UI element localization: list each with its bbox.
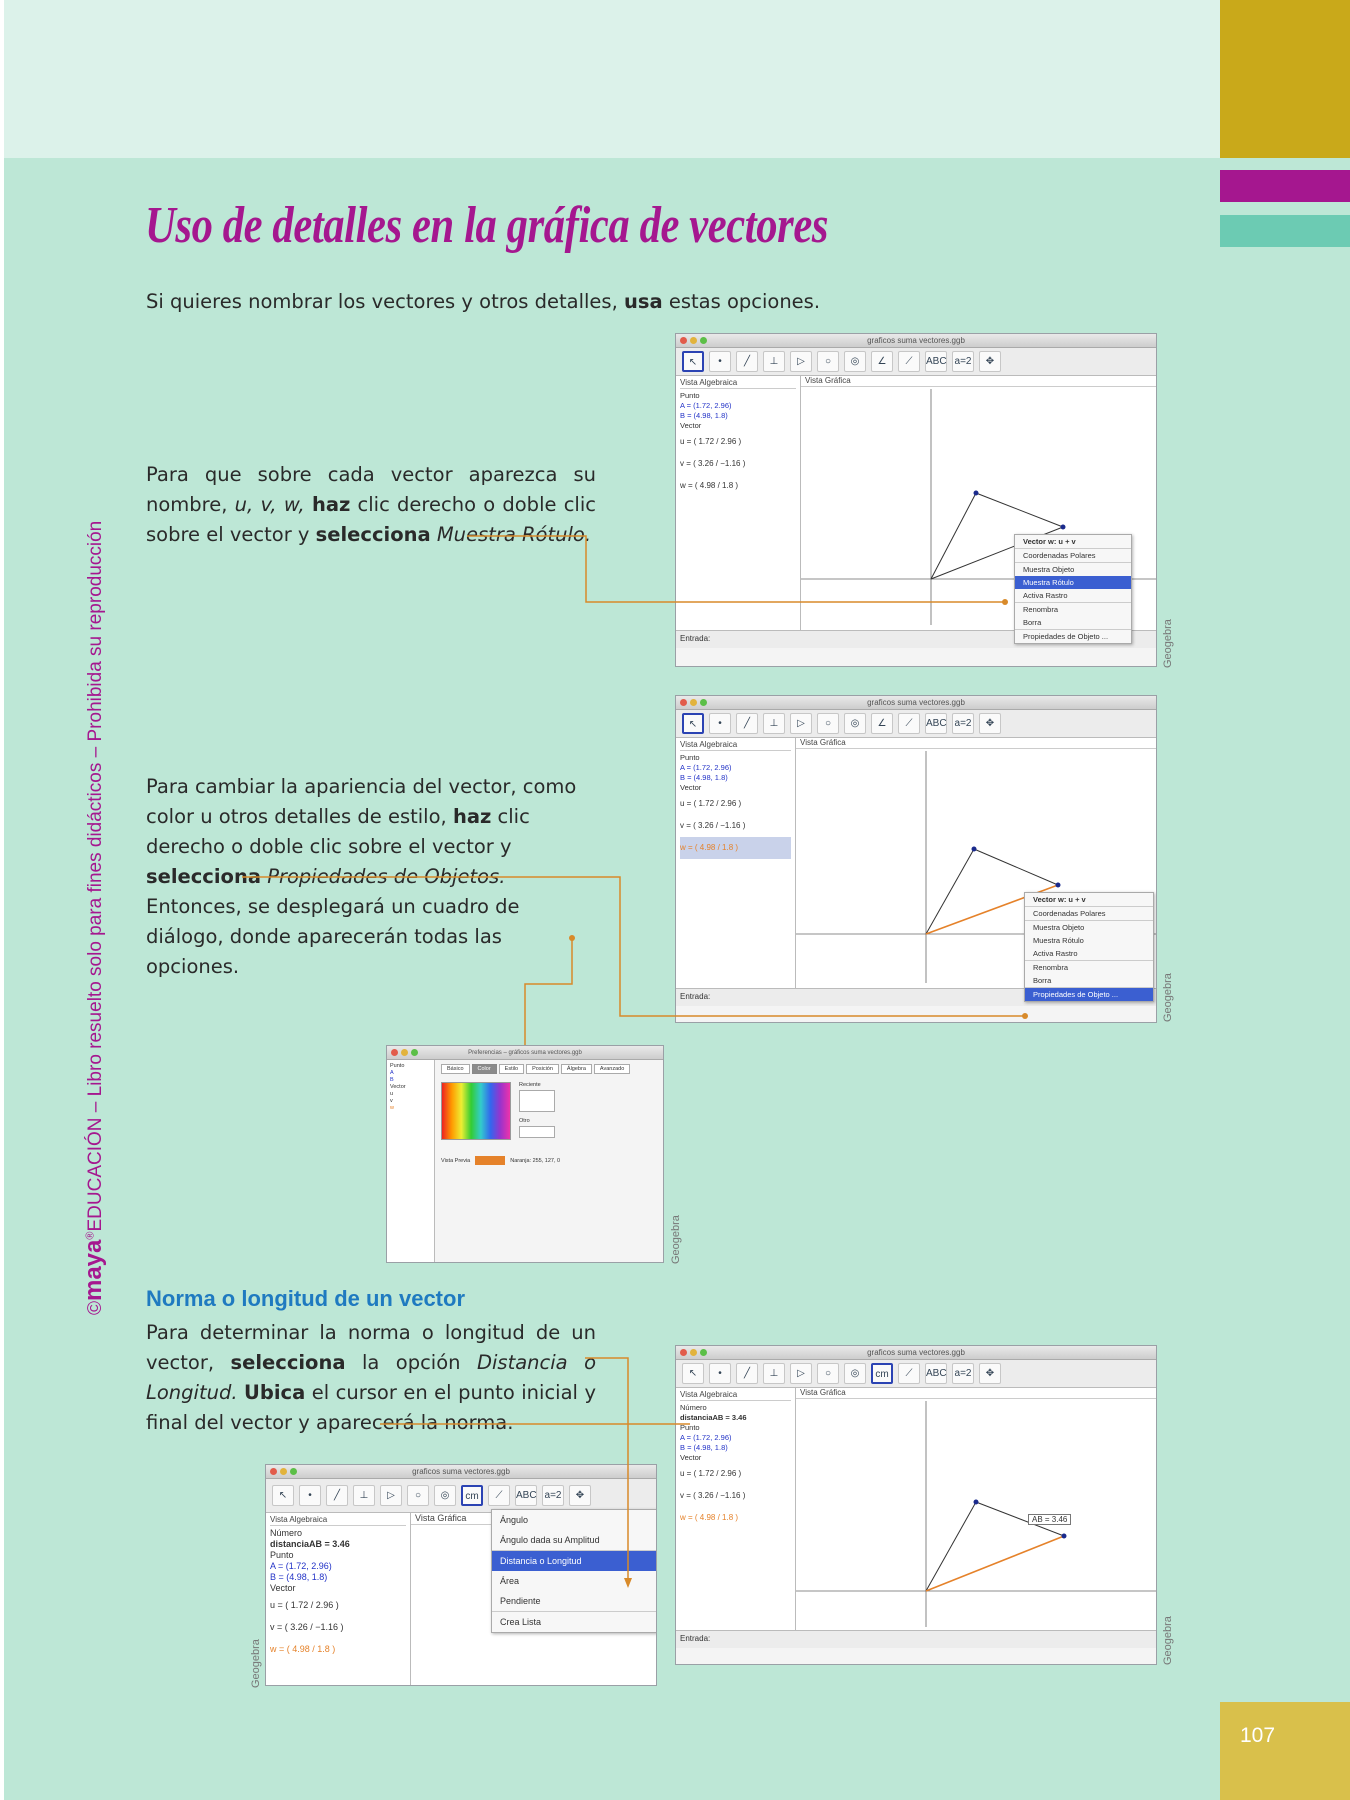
text-tool-icon[interactable]: ABC	[925, 1363, 947, 1384]
corner-tab-magenta	[1220, 170, 1350, 202]
distance-length-option[interactable]: Distancia o Longitud	[492, 1550, 656, 1571]
corner-tab-teal	[1220, 215, 1350, 247]
color-palette[interactable]	[441, 1082, 511, 1140]
move-view-tool-icon[interactable]: ✥	[569, 1485, 591, 1506]
slider-tool-icon[interactable]: a=2	[542, 1485, 564, 1506]
image-credit: Geogebra	[1162, 619, 1174, 668]
reflect-tool-icon[interactable]: ⟋	[898, 713, 920, 734]
point-tool-icon[interactable]: •	[709, 1363, 731, 1384]
point-tool-icon[interactable]: •	[709, 713, 731, 734]
text-tool-icon[interactable]: ABC	[925, 713, 947, 734]
context-menu: Vector w: u + v Coordenadas Polares Muestra Objeto Muestra Rótulo Activa Rastro Renombra Borra Propiedades de Objeto ...	[1024, 892, 1154, 1002]
show-label-option[interactable]: Muestra Rótulo	[1015, 576, 1131, 589]
pointer-tool-icon[interactable]: ↖	[682, 351, 704, 372]
object-properties-option[interactable]: Propiedades de Objeto ...	[1025, 987, 1153, 1001]
polygon-tool-icon[interactable]: ▷	[380, 1485, 402, 1506]
conic-tool-icon[interactable]: ◎	[434, 1485, 456, 1506]
point-tool-icon[interactable]: •	[709, 351, 731, 372]
section3-text: Para determinar la norma o longitud de un vector, selecciona la opción Distancia o Longitud. Ubica el cursor en el punto inicial y final del vector y aparecerá la norma.	[146, 1321, 597, 1434]
input-bar[interactable]: Entrada:	[676, 1630, 1156, 1648]
top-band	[0, 0, 1220, 158]
copyright-symbol: ©	[85, 1301, 106, 1315]
reflect-tool-icon[interactable]: ⟋	[898, 351, 920, 372]
image-credit: Geogebra	[1162, 973, 1174, 1022]
pointer-tool-icon[interactable]: ↖	[272, 1485, 294, 1506]
intro-text: Si quieres nombrar los vectores y otros detalles, usa estas opciones.	[146, 290, 821, 313]
color-preview-swatch	[475, 1156, 505, 1165]
line-tool-icon[interactable]: ╱	[326, 1485, 348, 1506]
corner-tab-gold	[1220, 0, 1350, 158]
circle-tool-icon[interactable]: ○	[407, 1485, 429, 1506]
screenshot-distance-result: graficos suma vectores.ggb ↖ • ╱ ⊥ ▷ ○ ◎ cm ⟋ ABC a=2 ✥ Vista Algebraica Número distanciaAB = 3.46 Punto A = (1.72, 2.96) B = (4.98, 1.8) Vector u = ( 1.72 / 2.96 ) v = ( 3.26 / −1.16 ) w = ( 4.98 / 1.8 ) Vista Gráfica AB = 3.46 Entrada:	[675, 1345, 1157, 1665]
polygon-tool-icon[interactable]: ▷	[790, 713, 812, 734]
perpendicular-tool-icon[interactable]: ⊥	[763, 351, 785, 372]
pointer-tool-icon[interactable]: ↖	[682, 1363, 704, 1384]
distance-tool-icon[interactable]: cm	[461, 1485, 483, 1506]
circle-tool-icon[interactable]: ○	[817, 351, 839, 372]
screenshot-object-properties: graficos suma vectores.ggb ↖ • ╱ ⊥ ▷ ○ ◎ ∠ ⟋ ABC a=2 ✥ Vista Algebraica Punto A = (1.72, 2.96) B = (4.98, 1.8) Vector u = ( 1.72 / 2.96 ) v = ( 3.26 / −1.16 ) w = ( 4.98 / 1.8 ) Vista Gráfica Vector w: u + v Coordenadas Polares Muestra Objeto Muestra Rótulo Activa Rastro Renombra Borra Propiedades de Objeto ... Entrada:	[675, 695, 1157, 1023]
input-bar[interactable]: Entrada:	[676, 630, 1156, 648]
preferences-tabs: Básico Color Estilo Posición Álgebra Avanzado	[441, 1064, 657, 1074]
reflect-tool-icon[interactable]: ⟋	[898, 1363, 920, 1384]
screenshot-preferences-dialog: Preferencias – gráficos suma vectores.ggb Punto A B Vector u v w Básico Color Estilo Posición Álgebra Avanzado Reciente Otro Vista Previa Naranja: 255, 127, 0	[386, 1045, 664, 1263]
angle-tool-icon[interactable]: ∠	[871, 351, 893, 372]
input-bar[interactable]: Entrada:	[676, 988, 1156, 1006]
image-credit: Geogebra	[1162, 1616, 1174, 1665]
conic-tool-icon[interactable]: ◎	[844, 1363, 866, 1384]
left-edge-strip	[0, 0, 4, 1800]
polygon-tool-icon[interactable]: ▷	[790, 351, 812, 372]
page-title: Uso de detalles en la gráfica de vectores	[145, 197, 829, 254]
page-number: 107	[1220, 1702, 1350, 1800]
perpendicular-tool-icon[interactable]: ⊥	[763, 713, 785, 734]
screenshot-show-label: graficos suma vectores.ggb ↖ • ╱ ⊥ ▷ ○ ◎ ∠ ⟋ ABC a=2 ✥ Vista Algebraica Punto A = (1.72, 2.96) B = (4.98, 1.8) Vector u = ( 1.72 / 2.96 ) v = ( 3.26 / −1.16 ) w = ( 4.98 / 1.8 ) Vista Gráfica Vector w: u + v Coordenadas Polares Muestra Objeto Muestra Rótulo Activa Rastro Renombra Borra Propiedades de Objeto ... Entrada:	[675, 333, 1157, 667]
move-view-tool-icon[interactable]: ✥	[979, 1363, 1001, 1384]
distance-label: AB = 3.46	[1028, 1514, 1071, 1525]
image-credit: Geogebra	[250, 1639, 262, 1688]
distance-tool-icon[interactable]: cm	[871, 1363, 893, 1384]
move-view-tool-icon[interactable]: ✥	[979, 351, 1001, 372]
reflect-tool-icon[interactable]: ⟋	[488, 1485, 510, 1506]
section1-text: Para que sobre cada vector aparezca su nombre, u, v, w, haz clic derecho o doble clic sobre el vector y selecciona Muestra Rótulo.	[146, 463, 596, 546]
line-tool-icon[interactable]: ╱	[736, 351, 758, 372]
angle-tool-icon[interactable]: ∠	[871, 713, 893, 734]
perpendicular-tool-icon[interactable]: ⊥	[353, 1485, 375, 1506]
slider-tool-icon[interactable]: a=2	[952, 351, 974, 372]
section2-text: Para cambiar la apariencia del vector, como color u otros detalles de estilo, haz clic derecho o doble clic sobre el vector y selecciona Propiedades de Objetos. Entonces, se desplegará un cuadro de diálogo, donde aparecerán todas las opciones.	[146, 775, 577, 978]
section3-heading: Norma o longitud de un vector	[146, 1286, 466, 1311]
pointer-tool-icon[interactable]: ↖	[682, 713, 704, 734]
vector-graph	[796, 1401, 1156, 1627]
line-tool-icon[interactable]: ╱	[736, 713, 758, 734]
text-tool-icon[interactable]: ABC	[515, 1485, 537, 1506]
context-menu: Vector w: u + v Coordenadas Polares Muestra Objeto Muestra Rótulo Activa Rastro Renombra Borra Propiedades de Objeto ...	[1014, 534, 1132, 644]
line-tool-icon[interactable]: ╱	[736, 1363, 758, 1384]
vertical-credit	[80, 485, 108, 1315]
point-tool-icon[interactable]: •	[299, 1485, 321, 1506]
screenshot-distance-tool-menu: graficos suma vectores.ggb ↖ • ╱ ⊥ ▷ ○ ◎ cm ⟋ ABC a=2 ✥ Vista Algebraica Número distanciaAB = 3.46 Punto A = (1.72, 2.96) B = (4.98, 1.8) Vector u = ( 1.72 / 2.96 ) v = ( 3.26 / −1.16 ) w = ( 4.98 / 1.8 ) Vista Gráfica Ángulo Ángulo dada su Amplitud Distancia o Longitud Área Pendiente Crea Lista	[265, 1464, 657, 1686]
geogebra-toolbar	[676, 348, 1156, 376]
credit-text: EDUCACIÓN – Libro resuelto solo para fines didácticos – Prohibida su reproducción	[85, 520, 106, 1232]
move-view-tool-icon[interactable]: ✥	[979, 713, 1001, 734]
slider-tool-icon[interactable]: a=2	[952, 713, 974, 734]
brand-logo-text: maya	[80, 1239, 107, 1301]
tool-dropdown-menu: Ángulo Ángulo dada su Amplitud Distancia o Longitud Área Pendiente Crea Lista	[491, 1509, 657, 1633]
registered-mark: ®	[84, 1231, 97, 1240]
conic-tool-icon[interactable]: ◎	[844, 713, 866, 734]
text-tool-icon[interactable]: ABC	[925, 351, 947, 372]
slider-tool-icon[interactable]: a=2	[952, 1363, 974, 1384]
image-credit: Geogebra	[670, 1215, 682, 1264]
polygon-tool-icon[interactable]: ▷	[790, 1363, 812, 1384]
perpendicular-tool-icon[interactable]: ⊥	[763, 1363, 785, 1384]
circle-tool-icon[interactable]: ○	[817, 713, 839, 734]
circle-tool-icon[interactable]: ○	[817, 1363, 839, 1384]
conic-tool-icon[interactable]: ◎	[844, 351, 866, 372]
